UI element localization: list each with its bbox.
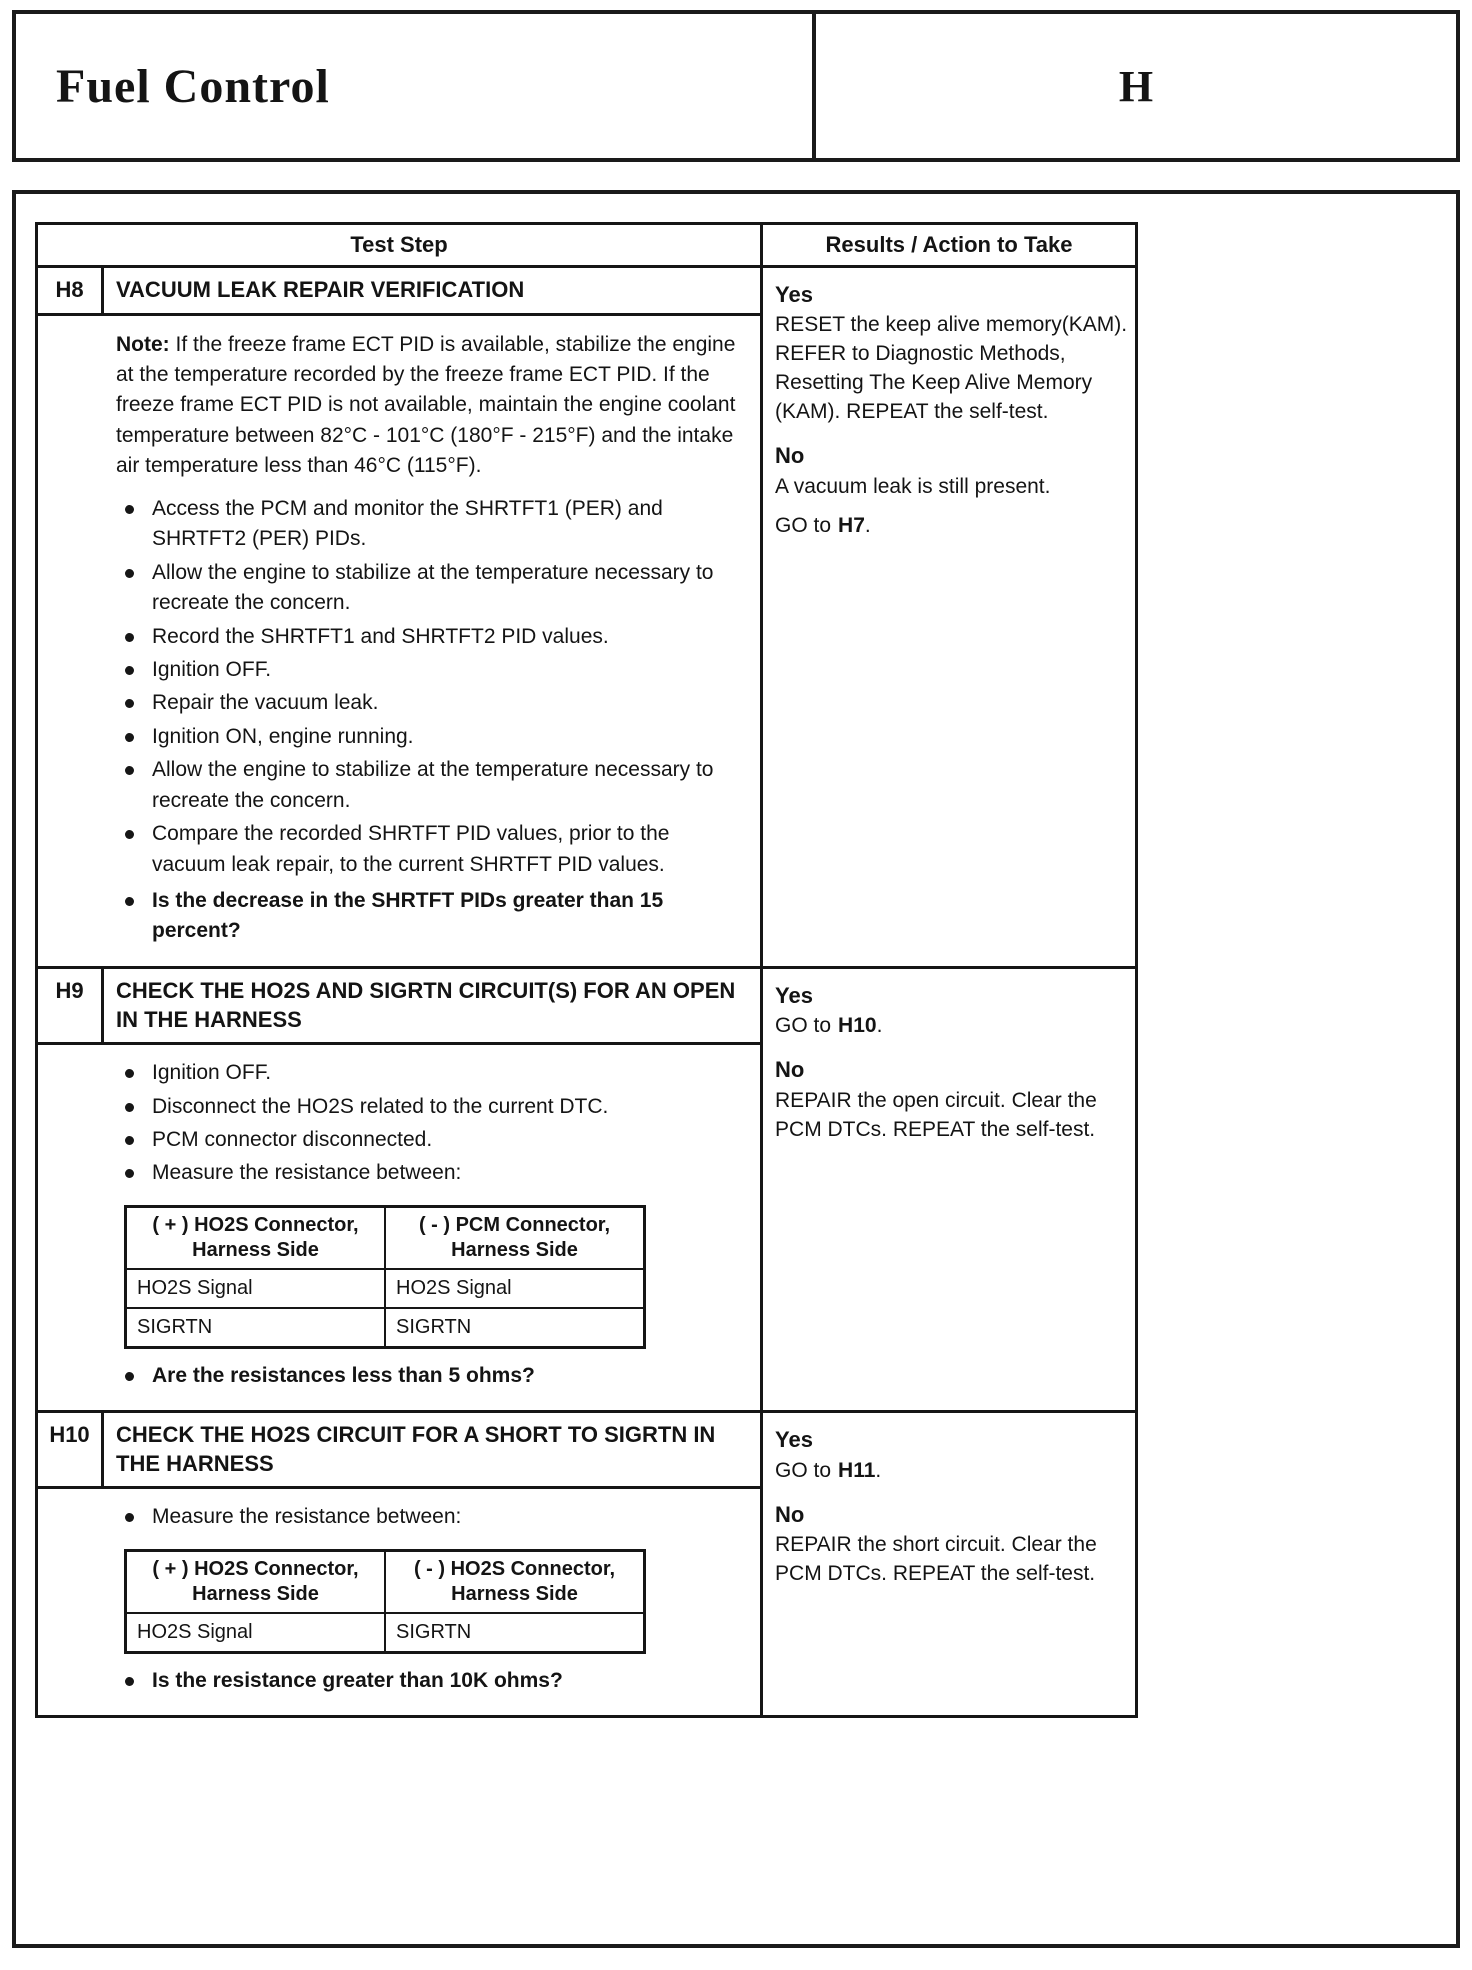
pin-table-header-row xyxy=(126,1550,645,1613)
goto-suffix: . xyxy=(876,1014,883,1038)
note-paragraph xyxy=(116,330,736,482)
step-title: CHECK THE HO2S CIRCUIT FOR A SHORT TO SIGRTN IN THE HARNESS xyxy=(103,1412,762,1488)
question-list xyxy=(116,1666,736,1696)
instruction-list xyxy=(116,1058,736,1189)
pin-col2-line1: ( - ) PCM Connector, xyxy=(418,1213,611,1236)
pin-resistance-table xyxy=(124,1205,646,1349)
pin-cell: HO2S Signal xyxy=(126,1613,386,1653)
step-body xyxy=(37,314,762,967)
section-letter-box xyxy=(816,14,1456,158)
pin-table-header-row xyxy=(126,1206,645,1269)
pin-table-row xyxy=(126,1308,645,1348)
diagnostic-table xyxy=(35,222,1138,1718)
pin-table-row xyxy=(126,1613,645,1653)
step-id: H9 xyxy=(37,967,103,1043)
result-yes-label: Yes xyxy=(775,1427,813,1453)
goto-suffix: . xyxy=(875,1458,882,1482)
instruction-item: Measure the resistance between: xyxy=(116,1158,736,1188)
instruction-list xyxy=(116,494,736,947)
pin-cell: SIGRTN xyxy=(385,1613,645,1653)
column-header-test-step: Test Step xyxy=(37,224,762,267)
step-body xyxy=(37,1488,762,1717)
result-no-label: No xyxy=(775,1057,805,1083)
step-id: H8 xyxy=(37,267,103,315)
pin-resistance-table xyxy=(124,1549,646,1654)
step-h10-title-row xyxy=(37,1412,1137,1488)
step-h9-title-row xyxy=(37,967,1137,1043)
instruction-item: Record the SHRTFT1 and SHRTFT2 PID values. xyxy=(116,622,736,652)
result-no-text: A vacuum leak is still present. xyxy=(775,474,1051,498)
pin-col1-line1: ( + ) HO2S Connector, xyxy=(152,1213,359,1236)
question-list xyxy=(116,1361,736,1391)
pin-col1-line2: Harness Side xyxy=(192,1582,319,1605)
pin-cell: SIGRTN xyxy=(385,1308,645,1348)
result-yes-label: Yes xyxy=(775,282,813,307)
page-title: Fuel Control xyxy=(56,59,330,113)
pin-cell: HO2S Signal xyxy=(385,1269,645,1308)
table-header-row xyxy=(37,224,1137,267)
instruction-item: Ignition ON, engine running. xyxy=(116,722,736,752)
result-no-block xyxy=(775,1055,1129,1144)
instruction-item: Allow the engine to stabilize at the temperature necessary to recreate the concern. xyxy=(116,558,736,619)
goto-line xyxy=(775,1012,1129,1041)
step-question: Is the decrease in the SHRTFT PIDs greater than 15 percent? xyxy=(116,886,736,947)
step-title: CHECK THE HO2S AND SIGRTN CIRCUIT(S) FOR AN OPEN IN THE HARNESS xyxy=(103,967,762,1043)
result-yes-text: RESET the keep alive memory(KAM). REFER to Diagnostic Methods, Resetting The Keep Alive Memory (KAM). REPEAT the self-test. xyxy=(775,313,1128,424)
result-no-block xyxy=(775,441,1129,501)
pin-col2-header xyxy=(385,1550,645,1613)
result-no-label: No xyxy=(775,1501,805,1527)
instruction-item: Allow the engine to stabilize at the temperature necessary to recreate the concern. xyxy=(116,755,736,816)
result-no-text: REPAIR the short circuit. Clear the PCM DTCs. REPEAT the self-test. xyxy=(775,1532,1097,1585)
goto-prefix: GO to xyxy=(775,513,832,537)
results-cell xyxy=(762,967,1137,1411)
step-body xyxy=(37,1044,762,1412)
pin-col1-line2: Harness Side xyxy=(192,1238,319,1261)
result-no-label: No xyxy=(775,443,805,469)
goto-prefix: GO to xyxy=(775,1458,832,1482)
pin-col2-line1: ( - ) HO2S Connector, xyxy=(413,1557,616,1580)
goto-target: H7 xyxy=(838,513,865,537)
pin-col2-line2: Harness Side xyxy=(451,1582,578,1605)
pin-col1-line1: ( + ) HO2S Connector, xyxy=(152,1557,359,1580)
goto-suffix: . xyxy=(864,513,871,537)
results-cell xyxy=(762,267,1137,968)
instruction-item: Measure the resistance between: xyxy=(116,1502,736,1532)
result-yes-label: Yes xyxy=(775,982,813,1008)
goto-line xyxy=(775,1457,1129,1486)
step-title: VACUUM LEAK REPAIR VERIFICATION xyxy=(103,267,762,315)
pin-col2-line2: Harness Side xyxy=(451,1238,578,1261)
result-no-block xyxy=(775,1500,1129,1589)
page-header xyxy=(12,10,1460,162)
note-text: If the freeze frame ECT PID is available, stabilize the engine at the temperature recorded by the freeze frame ECT PID. If the freeze frame ECT PID is not available, maintain the engine coolant temperature between 82°C - 101°C (180°F - 215°F) and the intake air temperature less than 46°C (115°F). xyxy=(116,332,736,478)
step-h8-title-row xyxy=(37,267,1137,315)
instruction-item: Ignition OFF. xyxy=(116,655,736,685)
instruction-item: Compare the recorded SHRTFT PID values, prior to the vacuum leak repair, to the current SHRTFT PID values. xyxy=(116,819,736,880)
step-question: Are the resistances less than 5 ohms? xyxy=(116,1361,736,1391)
instruction-item: Repair the vacuum leak. xyxy=(116,688,736,718)
step-id: H10 xyxy=(37,1412,103,1488)
instruction-item: PCM connector disconnected. xyxy=(116,1125,736,1155)
goto-line xyxy=(775,512,1129,541)
pin-cell: SIGRTN xyxy=(126,1308,386,1348)
pin-cell: HO2S Signal xyxy=(126,1269,386,1308)
note-label: Note: xyxy=(116,332,170,356)
result-no-text: REPAIR the open circuit. Clear the PCM DTCs. REPEAT the self-test. xyxy=(775,1088,1097,1141)
goto-target: H10 xyxy=(838,1014,877,1038)
step-question: Is the resistance greater than 10K ohms? xyxy=(116,1666,736,1696)
pin-table-row xyxy=(126,1269,645,1308)
column-header-results: Results / Action to Take xyxy=(762,224,1137,267)
content-box xyxy=(12,190,1460,1948)
pin-col1-header xyxy=(126,1550,386,1613)
instruction-item: Access the PCM and monitor the SHRTFT1 (PER) and SHRTFT2 (PER) PIDs. xyxy=(116,494,736,555)
instruction-list xyxy=(116,1502,736,1532)
instruction-item: Ignition OFF. xyxy=(116,1058,736,1088)
section-letter: H xyxy=(1118,61,1154,111)
results-cell xyxy=(762,1412,1137,1717)
pin-col2-header xyxy=(385,1206,645,1269)
goto-target: H11 xyxy=(838,1458,876,1482)
goto-prefix: GO to xyxy=(775,1014,832,1038)
pin-col1-header xyxy=(126,1206,386,1269)
instruction-item: Disconnect the HO2S related to the current DTC. xyxy=(116,1092,736,1122)
page-title-box xyxy=(16,14,816,158)
